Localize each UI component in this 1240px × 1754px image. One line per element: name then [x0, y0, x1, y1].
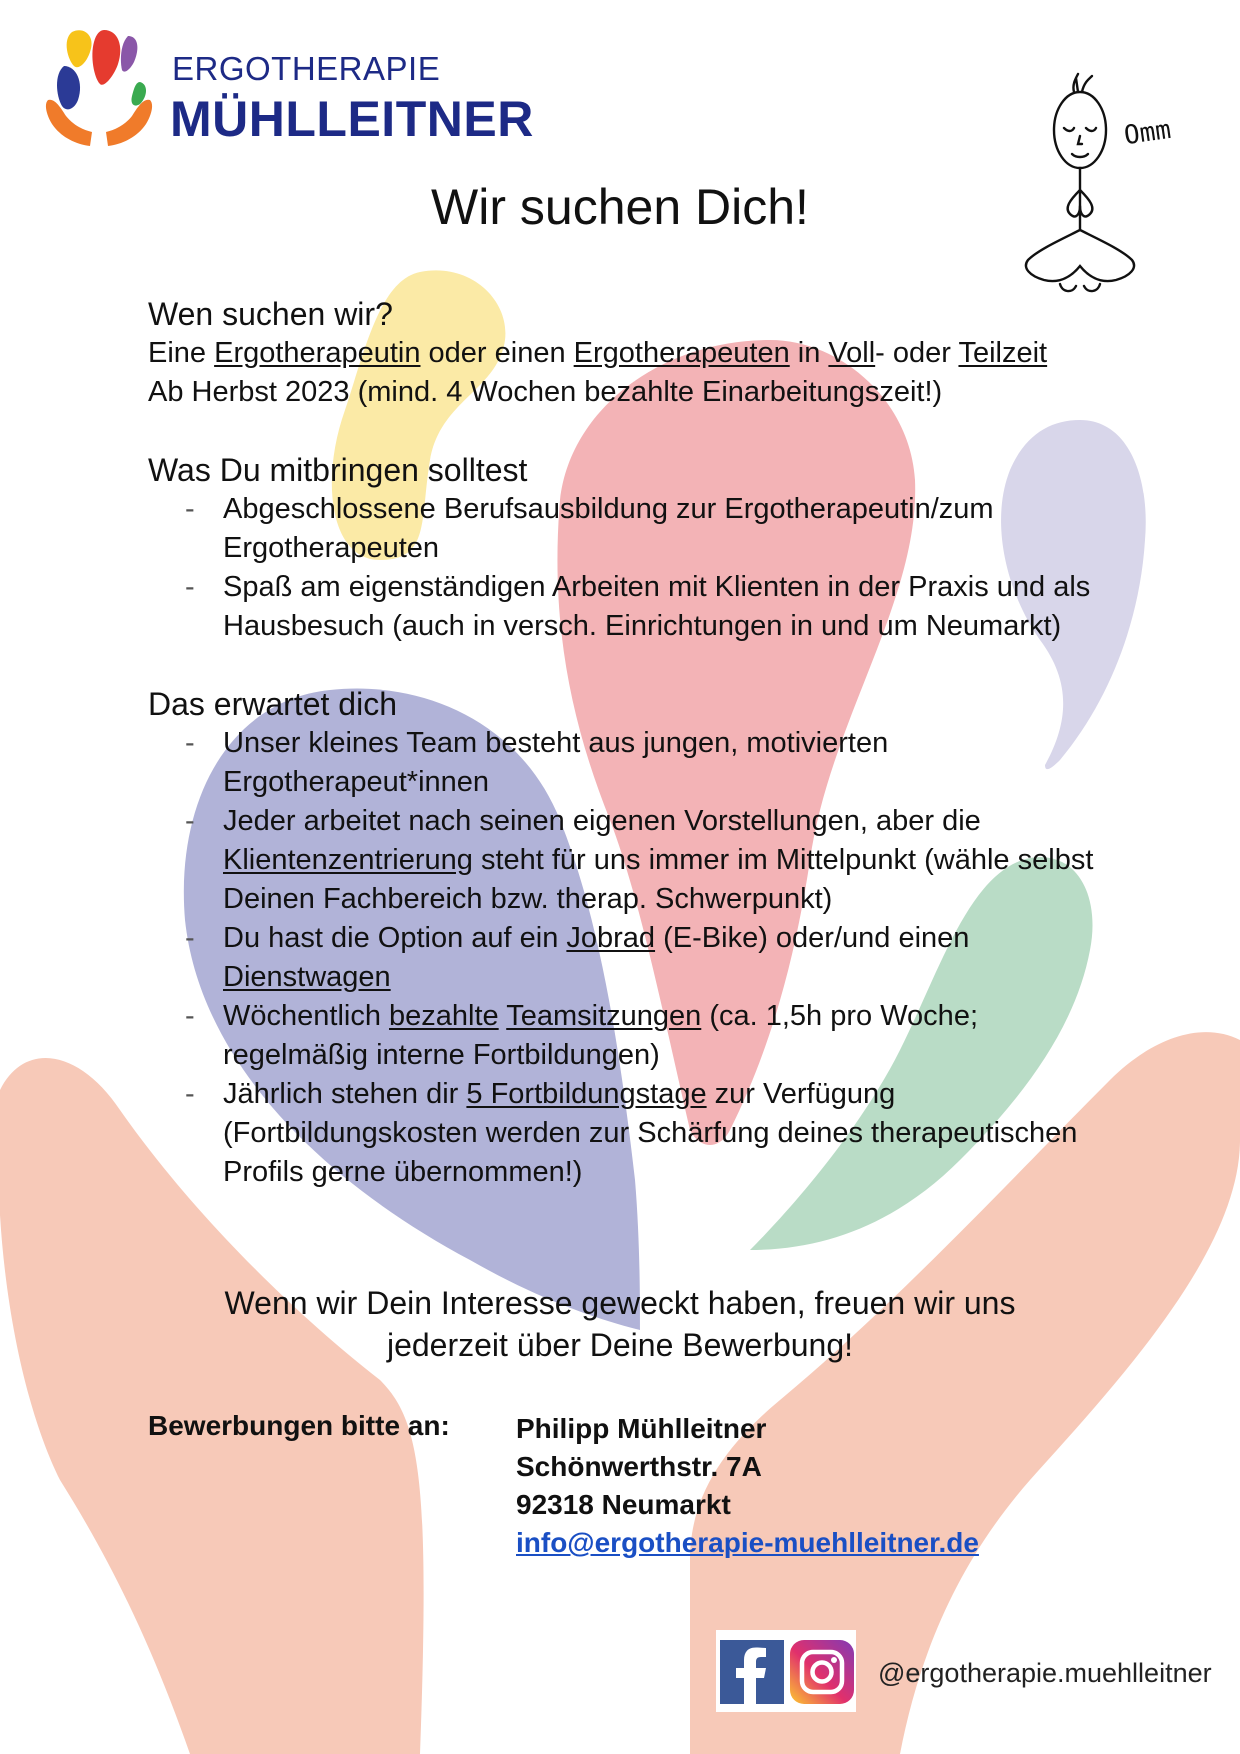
apply-label: Bewerbungen bitte an: [148, 1410, 450, 1441]
benefits-list [148, 724, 1108, 1192]
who-line-1: Eine Ergotherapeutin oder einen Ergotherapeuten in Voll- oder Teilzeit [148, 337, 1048, 369]
list-item: - Spaß am eigenständigen Arbeiten mit Klienten in der Praxis und als Hausbesuch (auch in versch. Einrichtungen in und um Neumarkt) [223, 568, 1108, 646]
list-item: - Abgeschlossene Berufsausbildung zur Ergotherapeutin/zum Ergotherapeuten [223, 490, 1108, 568]
social-icons [716, 1630, 856, 1712]
list-item: - Du hast die Option auf ein Jobrad (E-Bike) oder/und einen Dienstwagen [223, 919, 1108, 997]
facebook-icon[interactable] [720, 1640, 784, 1704]
section-heading-who: Wen suchen wir? [148, 296, 393, 332]
contact-street: Schönwerthstr. 7A [516, 1451, 762, 1482]
instagram-icon[interactable] [790, 1640, 854, 1704]
list-item: - Jährlich stehen dir 5 Fortbildungstage zur Verfügung (Fortbildungskosten werden zur Schärfung deines therapeutischen Profils gerne übernommen!) [223, 1075, 1108, 1192]
logo-hands-icon [44, 26, 154, 148]
contact-name: Philipp Mühlleitner [516, 1413, 767, 1444]
closing-message: Wenn wir Dein Interesse geweckt haben, freuen wir uns jederzeit über Deine Bewerbung! [224, 1285, 1016, 1363]
list-item: - Jeder arbeitet nach seinen eigenen Vorstellungen, aber die Klientenzentrierung steht für uns immer im Mittelpunkt (wähle selbst Deinen Fachbereich bzw. therap. Schwerpunkt) [223, 802, 1108, 919]
email-link[interactable]: info@ergotherapie-muehlleitner.de [516, 1527, 979, 1558]
logo-line-1: ERGOTHERAPIE [172, 50, 441, 87]
doodle-omm-text: Omm [1122, 114, 1173, 152]
page-title: Wir suchen Dich! [431, 179, 809, 235]
who-line-2: Ab Herbst 2023 (mind. 4 Wochen bezahlte Einarbeitungszeit!) [148, 376, 943, 408]
main-content [148, 294, 1108, 1192]
list-item: - Unser kleines Team besteht aus jungen, motivierten Ergotherapeut*innen [223, 724, 1108, 802]
contact-address [516, 1410, 979, 1562]
requirements-list [148, 490, 1108, 646]
logo-line-2: MÜHLLEITNER [170, 91, 534, 147]
section-heading-benefits: Das erwartet dich [148, 686, 397, 722]
contact-city: 92318 Neumarkt [516, 1489, 731, 1520]
social-handle: @ergotherapie.muehlleitner [878, 1658, 1212, 1688]
list-item: - Wöchentlich bezahlte Teamsitzungen (ca. 1,5h pro Woche; regelmäßig interne Fortbildungen) [223, 997, 1108, 1075]
section-heading-requirements: Was Du mitbringen solltest [148, 452, 528, 488]
